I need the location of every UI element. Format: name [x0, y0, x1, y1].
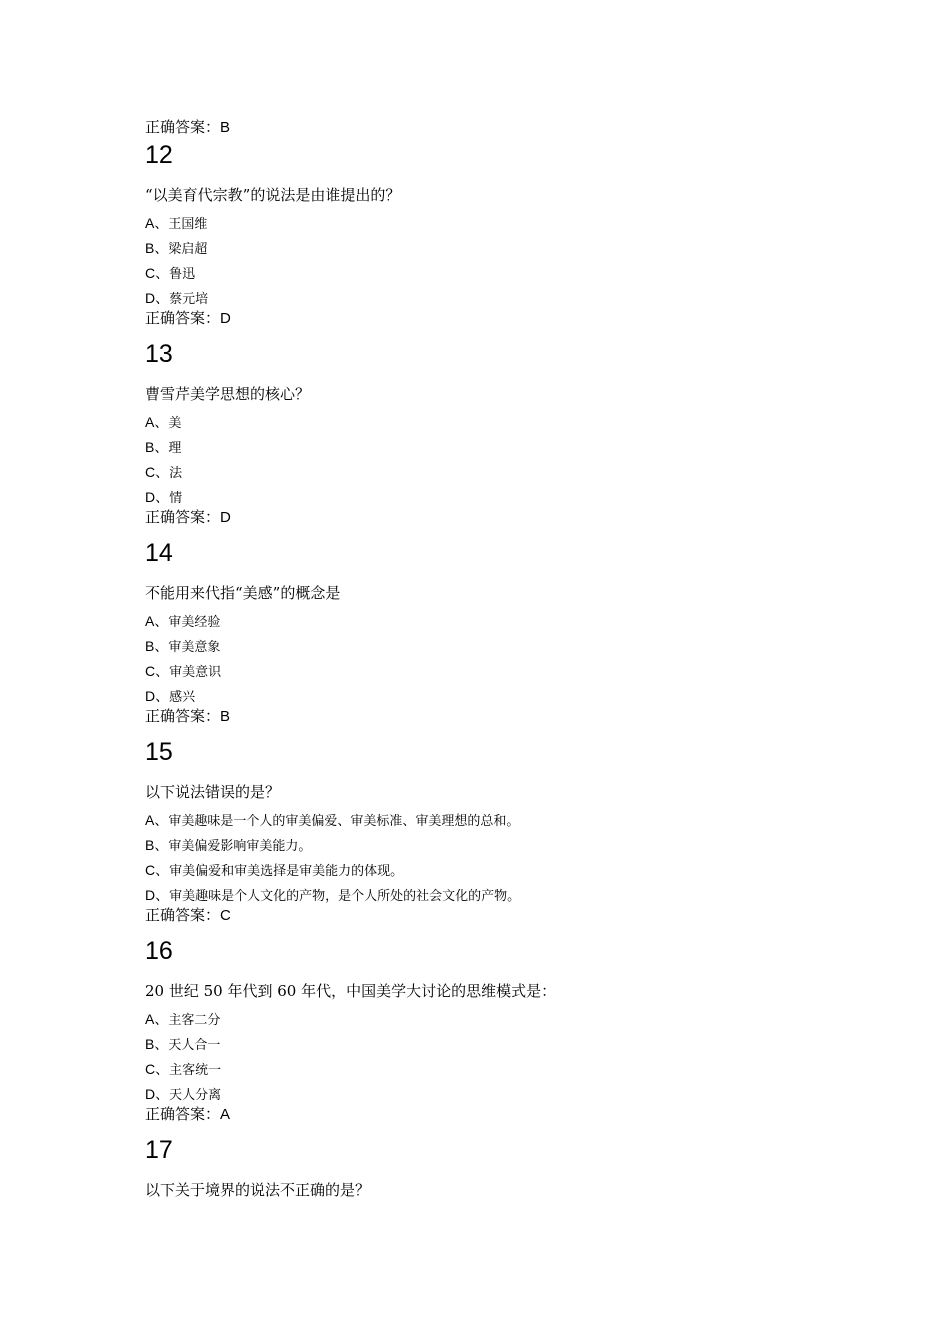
option-text: 审美意识 — [169, 665, 222, 680]
option-text: 理 — [168, 441, 182, 456]
option-list — [145, 211, 845, 311]
option-text: 美 — [168, 416, 182, 431]
option-a — [145, 808, 845, 833]
option-letter: C、 — [145, 464, 170, 480]
question-number: 16 — [145, 937, 173, 965]
question-text: 以下说法错误的是？ — [145, 783, 281, 801]
question-number: 13 — [145, 340, 173, 368]
option-letter: C、 — [145, 1061, 170, 1077]
option-letter: B、 — [145, 439, 169, 455]
question-text: 以下关于境界的说法不正确的是？ — [145, 1181, 371, 1199]
option-text: 审美意象 — [168, 640, 221, 655]
option-text: 鲁迅 — [169, 267, 196, 282]
answer-11: 正确答案：B — [145, 119, 231, 136]
option-text: 主客统一 — [169, 1063, 222, 1078]
option-b — [145, 833, 845, 858]
question-number: 14 — [145, 539, 173, 567]
option-a — [145, 609, 845, 634]
question-text: 20 世纪 50 年代到 60 年代，中国美学大讨论的思维模式是： — [145, 982, 557, 1000]
question-text: 曹雪芹美学思想的核心？ — [145, 385, 311, 403]
option-letter: A、 — [145, 414, 169, 430]
option-d — [145, 485, 845, 510]
option-letter: D、 — [145, 489, 170, 505]
option-text: 审美趣味是个人文化的产物，是个人所处的社会文化的产物。 — [169, 889, 521, 904]
question-13 — [145, 339, 845, 528]
option-letter: D、 — [145, 1086, 170, 1102]
correct-answer: 正确答案：B — [145, 708, 231, 725]
question-text: 不能用来代指“美感”的概念是 — [145, 584, 341, 602]
option-text: 情 — [169, 491, 183, 506]
option-d — [145, 883, 845, 908]
option-b — [145, 1032, 845, 1057]
question-text: “以美育代宗教”的说法是由谁提出的？ — [145, 186, 401, 204]
question-12 — [145, 140, 845, 329]
question-number: 17 — [145, 1136, 173, 1164]
question-14 — [145, 538, 845, 727]
option-text: 审美偏爱和审美选择是审美能力的体现。 — [169, 864, 404, 879]
option-text: 天人合一 — [168, 1038, 221, 1053]
option-text: 审美经验 — [168, 615, 221, 630]
option-c — [145, 659, 845, 684]
option-letter: C、 — [145, 862, 170, 878]
option-text: 审美趣味是一个人的审美偏爱、审美标准、审美理想的总和。 — [168, 814, 520, 829]
option-c — [145, 460, 845, 485]
option-letter: B、 — [145, 1036, 169, 1052]
correct-answer: 正确答案：A — [145, 1106, 231, 1123]
option-text: 主客二分 — [168, 1013, 221, 1028]
option-a — [145, 211, 845, 236]
correct-answer: 正确答案：D — [145, 310, 231, 327]
option-letter: D、 — [145, 887, 170, 903]
option-letter: A、 — [145, 613, 169, 629]
option-b — [145, 236, 845, 261]
option-list — [145, 410, 845, 510]
option-b — [145, 435, 845, 460]
question-number: 15 — [145, 738, 173, 766]
option-letter: A、 — [145, 812, 169, 828]
option-d — [145, 286, 845, 311]
option-a — [145, 1007, 845, 1032]
question-17 — [145, 1135, 845, 1201]
option-list — [145, 609, 845, 709]
correct-answer: 正确答案：D — [145, 509, 231, 526]
option-letter: C、 — [145, 265, 170, 281]
option-list — [145, 808, 845, 908]
option-c — [145, 858, 845, 883]
question-number: 12 — [145, 141, 173, 169]
option-text: 王国维 — [168, 217, 208, 232]
option-list — [145, 1007, 845, 1107]
option-a — [145, 410, 845, 435]
option-letter: B、 — [145, 240, 169, 256]
option-c — [145, 261, 845, 286]
option-letter: B、 — [145, 837, 169, 853]
option-letter: D、 — [145, 688, 170, 704]
option-text: 梁启超 — [168, 242, 208, 257]
question-15 — [145, 737, 845, 926]
option-b — [145, 634, 845, 659]
option-letter: A、 — [145, 215, 169, 231]
option-text: 感兴 — [169, 690, 196, 705]
option-d — [145, 1082, 845, 1107]
option-text: 蔡元培 — [169, 292, 209, 307]
question-16 — [145, 936, 845, 1125]
option-d — [145, 684, 845, 709]
option-letter: A、 — [145, 1011, 169, 1027]
option-letter: D、 — [145, 290, 170, 306]
option-letter: C、 — [145, 663, 170, 679]
option-text: 法 — [169, 466, 183, 481]
correct-answer: 正确答案：C — [145, 907, 231, 924]
option-c — [145, 1057, 845, 1082]
option-letter: B、 — [145, 638, 169, 654]
option-text: 审美偏爱影响审美能力。 — [168, 839, 312, 854]
option-text: 天人分离 — [169, 1088, 222, 1103]
